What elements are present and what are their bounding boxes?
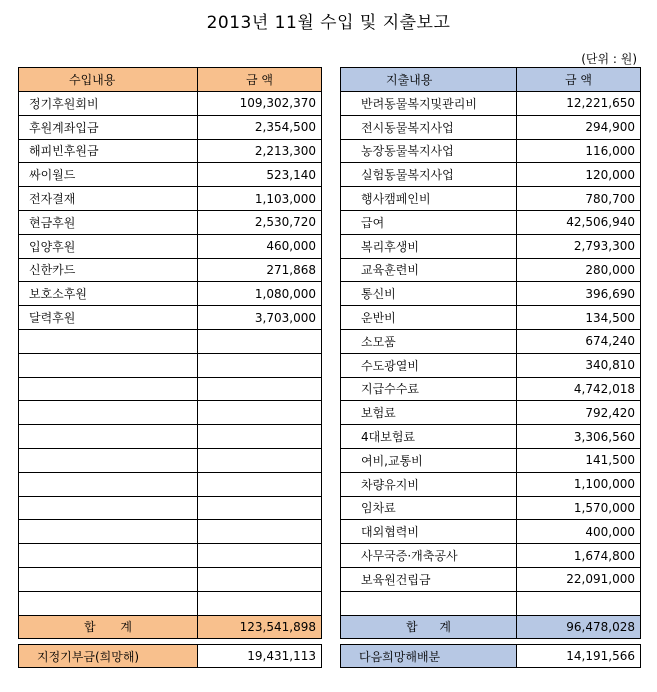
- income-row: [19, 401, 322, 425]
- expense-row: [341, 163, 641, 187]
- income-item-label: [19, 567, 198, 591]
- income-row: [19, 258, 322, 282]
- expense-item-amount: 141,500: [517, 448, 641, 472]
- expense-item-label: 여비,교통비: [341, 448, 517, 472]
- income-row: [19, 448, 322, 472]
- income-item-label: [19, 377, 198, 401]
- income-item-amount: 1,080,000: [198, 282, 322, 306]
- income-item-label: 해피빈후원금: [19, 139, 198, 163]
- expense-total-label: 합 계: [341, 615, 517, 639]
- expense-row: [341, 139, 641, 163]
- expense-item-label: 급여: [341, 210, 517, 234]
- expense-table: [340, 67, 641, 639]
- expense-item-amount: 134,500: [517, 306, 641, 330]
- income-item-label: [19, 591, 198, 615]
- expense-header-row: [341, 68, 641, 92]
- income-item-label: 신한카드: [19, 258, 198, 282]
- expense-row: [341, 401, 641, 425]
- income-total-amount: 123,541,898: [198, 615, 322, 639]
- expense-item-label: 보육원건립금: [341, 567, 517, 591]
- income-table: [18, 67, 322, 639]
- income-row: [19, 520, 322, 544]
- expense-header-amount: 금 액: [517, 68, 641, 92]
- income-item-label: [19, 520, 198, 544]
- expense-row: [341, 425, 641, 449]
- expense-item-label: 반려동물복지및관리비: [341, 92, 517, 116]
- expense-item-amount: 120,000: [517, 163, 641, 187]
- expense-item-amount: 294,900: [517, 115, 641, 139]
- designated-donation-amount: 19,431,113: [198, 645, 322, 668]
- income-item-amount: [198, 472, 322, 496]
- income-item-label: 전자결재: [19, 187, 198, 211]
- expense-item-amount: 42,506,940: [517, 210, 641, 234]
- income-row: [19, 472, 322, 496]
- expense-row: [341, 448, 641, 472]
- expense-item-label: 행사캠페인비: [341, 187, 517, 211]
- income-item-label: [19, 401, 198, 425]
- income-total-label: 합 계: [19, 615, 198, 639]
- expense-header-label: 지출내용: [341, 68, 517, 92]
- expense-item-label: 운반비: [341, 306, 517, 330]
- expense-item-amount: 22,091,000: [517, 567, 641, 591]
- income-item-amount: [198, 496, 322, 520]
- income-item-amount: 1,103,000: [198, 187, 322, 211]
- expense-row: [341, 520, 641, 544]
- income-row: [19, 353, 322, 377]
- income-item-amount: [198, 377, 322, 401]
- expense-item-label: 복리후생비: [341, 234, 517, 258]
- distribution-label: 다음희망해배분: [341, 645, 517, 668]
- income-total-row: [19, 615, 322, 639]
- expense-row: [341, 258, 641, 282]
- income-item-amount: [198, 520, 322, 544]
- expense-item-amount: 674,240: [517, 329, 641, 353]
- income-row: [19, 282, 322, 306]
- expense-row: [341, 234, 641, 258]
- income-item-label: 싸이월드: [19, 163, 198, 187]
- distribution-table: [340, 644, 641, 668]
- income-row: [19, 544, 322, 568]
- income-row: [19, 210, 322, 234]
- expense-item-label: 교육훈련비: [341, 258, 517, 282]
- expense-item-amount: 792,420: [517, 401, 641, 425]
- income-item-amount: 2,354,500: [198, 115, 322, 139]
- expense-row: [341, 210, 641, 234]
- expense-row: [341, 329, 641, 353]
- designated-donation-label: 지정기부금(희망해): [19, 645, 198, 668]
- income-item-amount: 2,530,720: [198, 210, 322, 234]
- income-item-label: [19, 448, 198, 472]
- income-item-label: [19, 353, 198, 377]
- income-item-amount: [198, 544, 322, 568]
- income-item-amount: 271,868: [198, 258, 322, 282]
- income-item-label: 입양후원: [19, 234, 198, 258]
- income-row: [19, 163, 322, 187]
- income-item-label: [19, 425, 198, 449]
- expense-row: [341, 496, 641, 520]
- income-item-amount: [198, 401, 322, 425]
- income-item-label: [19, 496, 198, 520]
- expense-item-amount: 780,700: [517, 187, 641, 211]
- expense-item-label: 전시동물복지사업: [341, 115, 517, 139]
- income-row: [19, 496, 322, 520]
- expense-row: [341, 187, 641, 211]
- income-row: [19, 567, 322, 591]
- income-item-amount: [198, 591, 322, 615]
- income-item-amount: 3,703,000: [198, 306, 322, 330]
- expense-total-amount: 96,478,028: [517, 615, 641, 639]
- expense-item-amount: 116,000: [517, 139, 641, 163]
- expense-row: [341, 377, 641, 401]
- expense-item-amount: 2,793,300: [517, 234, 641, 258]
- income-item-label: 현금후원: [19, 210, 198, 234]
- income-item-amount: [198, 425, 322, 449]
- expense-item-amount: 340,810: [517, 353, 641, 377]
- income-item-label: 달력후원: [19, 306, 198, 330]
- income-item-amount: [198, 353, 322, 377]
- expense-item-label: 수도광열비: [341, 353, 517, 377]
- income-header-amount: 금 액: [198, 68, 322, 92]
- expense-item-amount: 400,000: [517, 520, 641, 544]
- designated-donation-table: [18, 644, 322, 668]
- expense-row: [341, 92, 641, 116]
- expense-row: [341, 544, 641, 568]
- income-row: [19, 139, 322, 163]
- income-item-label: 정기후원회비: [19, 92, 198, 116]
- expense-item-amount: 3,306,560: [517, 425, 641, 449]
- expense-item-label: 사무국증·개축공사: [341, 544, 517, 568]
- income-item-amount: 109,302,370: [198, 92, 322, 116]
- income-row: [19, 187, 322, 211]
- expense-item-amount: 396,690: [517, 282, 641, 306]
- expense-item-amount: [517, 591, 641, 615]
- income-row: [19, 425, 322, 449]
- expense-item-amount: 280,000: [517, 258, 641, 282]
- income-item-amount: 460,000: [198, 234, 322, 258]
- income-row: [19, 92, 322, 116]
- expense-item-amount: 1,674,800: [517, 544, 641, 568]
- expense-row: [341, 306, 641, 330]
- expense-row: [341, 353, 641, 377]
- income-item-amount: [198, 448, 322, 472]
- expense-item-label: 통신비: [341, 282, 517, 306]
- expense-item-amount: 1,100,000: [517, 472, 641, 496]
- expense-item-label: 차량유지비: [341, 472, 517, 496]
- expense-total-row: [341, 615, 641, 639]
- distribution-amount: 14,191,566: [517, 645, 641, 668]
- income-item-amount: 523,140: [198, 163, 322, 187]
- expense-item-amount: 12,221,650: [517, 92, 641, 116]
- expense-item-label: 소모품: [341, 329, 517, 353]
- report-title: 2013년 11월 수입 및 지출보고: [206, 13, 451, 33]
- income-item-label: 후원계좌입금: [19, 115, 198, 139]
- income-row: [19, 591, 322, 615]
- expense-item-amount: 4,742,018: [517, 377, 641, 401]
- expense-item-label: [341, 591, 517, 615]
- income-row: [19, 306, 322, 330]
- income-item-amount: 2,213,300: [198, 139, 322, 163]
- expense-item-amount: 1,570,000: [517, 496, 641, 520]
- income-row: [19, 115, 322, 139]
- expense-item-label: 보험료: [341, 401, 517, 425]
- income-row: [19, 234, 322, 258]
- expense-row: [341, 591, 641, 615]
- income-item-label: 보호소후원: [19, 282, 198, 306]
- income-item-amount: [198, 329, 322, 353]
- income-header-row: [19, 68, 322, 92]
- income-row: [19, 377, 322, 401]
- income-header-label: 수입내용: [19, 68, 198, 92]
- income-item-amount: [198, 567, 322, 591]
- expense-row: [341, 282, 641, 306]
- expense-row: [341, 115, 641, 139]
- expense-item-label: 지급수수료: [341, 377, 517, 401]
- expense-item-label: 농장동물복지사업: [341, 139, 517, 163]
- income-item-label: [19, 472, 198, 496]
- income-item-label: [19, 544, 198, 568]
- expense-item-label: 대외협력비: [341, 520, 517, 544]
- expense-item-label: 4대보험료: [341, 425, 517, 449]
- expense-item-label: 임차료: [341, 496, 517, 520]
- expense-row: [341, 472, 641, 496]
- expense-row: [341, 567, 641, 591]
- income-row: [19, 329, 322, 353]
- income-item-label: [19, 329, 198, 353]
- unit-label: (단위 : 원): [581, 52, 637, 66]
- expense-item-label: 실험동물복지사업: [341, 163, 517, 187]
